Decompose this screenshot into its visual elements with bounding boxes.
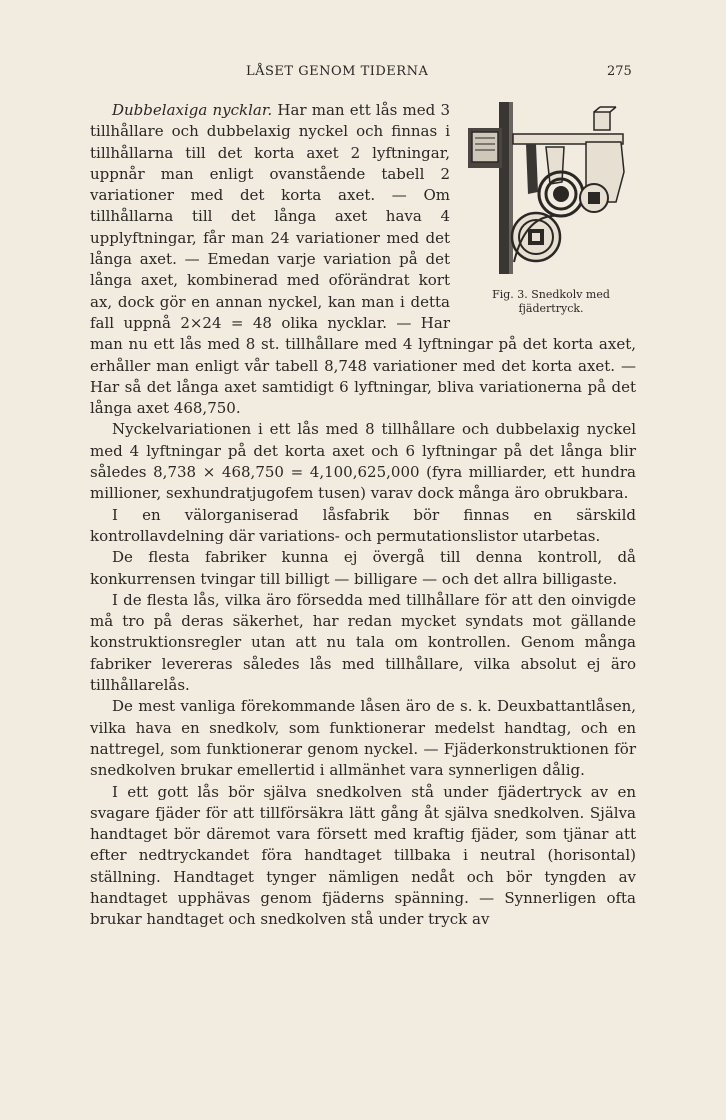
paragraph-text: Har man ett lås med 3 tillhållare och dubbelaxig nyckel och finnas i tillhållarna till det korta axet 2 lyftningar, uppnår man enligt ovanstående tabell 2 variationer med det korta axet. — Om tillhållarna till det långa axet hava 4 upplyftningar, får man 24 variationer med det långa axet. — Emedan varje variation på det långa axet, kombinerad med oförändrat kort ax, dock gör en annan nyckel, kan man i detta fall uppnå 2×24 = 48 olika nycklar. — Har man nu ett lås med 8 st. tillhållare med 4 lyftningar på det korta axet, erhåller man enligt vår tabell 8,748 variationer med det korta axet. — Har så det långa axet samtidigt 6 lyftningar, bliva variationerna på det långa axet 468,750. (90, 101, 636, 418)
spring-latch-illustration (466, 102, 636, 282)
page-number: 275 (607, 64, 632, 79)
paragraph: De mest vanliga förekommande låsen äro de s. k. Deuxbattantlåsen, vilka hava en snedkolv, som funktionerar medelst handtag, och en nattregel, som funktionerar genom nyckel. — Fjäderkonstruktionen för snedkolven brukar emellertid i allmänhet vara synnerligen dålig. (90, 697, 636, 780)
paragraph: I de flesta lås, vilka äro försedda med tillhållare för att den oinvigde må tro på deras säkerhet, har redan mycket syndats mot gällande konstruktionsregler utan att nu tala om kontrollen. Genom många fabriker levereras således lås med tillhållare, vilka absolut ej äro tillhållarelås. (90, 590, 636, 695)
figure-caption-line2: fjädertryck. (518, 302, 584, 315)
paragraph-lead: Dubbelaxiga nycklar. (112, 101, 273, 119)
figure-caption (466, 288, 636, 316)
body-text (90, 100, 636, 931)
paragraph: I ett gott lås bör själva snedkolven stå under fjädertryck av en svagare fjäder för att tillförsäkra lätt gång åt själva snedkolven. Själva handtaget bör däremot vara försett med kraftig fjäder, som tjänar att efter nedtryckandet föra handtaget tillbaka i neutral (horisontal) ställning. Handtaget tynger nämligen nedåt och bör tyngden av handtaget upphävas genom fjäderns spänning. — Synnerligen ofta brukar handtaget och snedkolven stå under tryck av (90, 782, 636, 929)
paragraph: De flesta fabriker kunna ej övergå till denna kontroll, då konkurrensen tvingar till billigt — billigare — och det allra billigaste. (90, 548, 636, 588)
figure-snedkolv (466, 102, 636, 330)
paragraph: I en välorganiserad låsfabrik bör finnas en särskild kontrollavdelning där variations- och permutationslistor utarbetas. (90, 505, 636, 545)
paragraph: Nyckelvariationen i ett lås med 8 tillhållare och dubbelaxig nyckel med 4 lyftningar på det korta axet och 6 lyftningar på det långa blir således 8,738 × 468,750 = 4,100,625,000 (fyra milliarder, ett hundra millioner, sexhundratjugofem tusen) varav dock många äro obrukbara. (90, 420, 636, 503)
running-title: LÅSET GENOM TIDERNA (246, 64, 429, 79)
figure-caption-line1: Fig. 3. Snedkolv med (492, 288, 610, 301)
